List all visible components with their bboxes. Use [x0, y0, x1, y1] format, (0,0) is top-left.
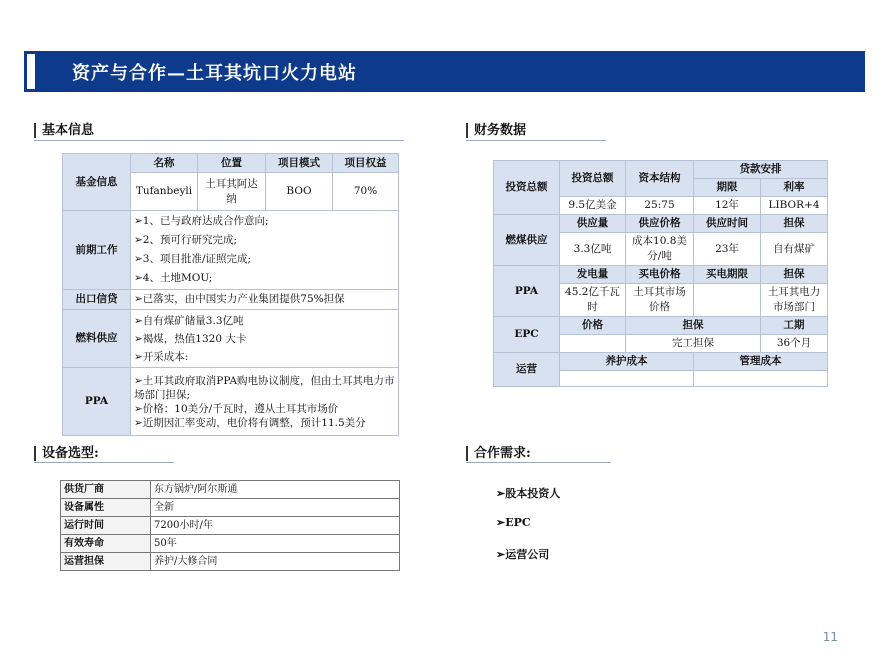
project-name: Tufanbeyli [131, 173, 198, 211]
header-name: 名称 [131, 154, 198, 173]
basic-info-table [62, 153, 399, 436]
ppa-label: PPA [63, 368, 131, 436]
term-value: 12年 [694, 197, 761, 215]
header-supply: 供应量 [560, 215, 626, 233]
time-value: 23年 [694, 233, 761, 266]
section-cooperation: 合作需求: [466, 446, 531, 461]
equipment-key: 运行时间 [61, 517, 151, 535]
ppa-finance-label: PPA [494, 266, 560, 317]
divider [466, 462, 611, 463]
list-item: ➢土耳其政府取消PPA购电协议制度，但由土耳其电力市场部门担保; [134, 374, 395, 401]
rate-value: LIBOR+4 [761, 197, 828, 215]
buy-term-value [694, 284, 761, 317]
header-location: 位置 [198, 154, 266, 173]
header-buy-term: 买电期限 [694, 266, 761, 284]
header-structure: 资本结构 [626, 161, 694, 197]
equipment-key: 运营担保 [61, 553, 151, 571]
export-credit-label: 出口信贷 [63, 290, 131, 310]
equipment-value: 养护/大修合同 [151, 553, 400, 571]
table-row [61, 553, 400, 571]
operation-label: 运营 [494, 353, 560, 387]
header-buy-price: 买电价格 [626, 266, 694, 284]
buy-price-value: 土耳其市场价格 [626, 284, 694, 317]
divider [34, 140, 404, 141]
list-item: ➢褐煤，热值1320 大卡 [134, 332, 247, 345]
header-equity: 项目权益 [333, 154, 399, 173]
project-mode: BOO [266, 173, 333, 211]
list-item: ➢1、已与政府达成合作意向; [134, 215, 269, 227]
generation-value: 45.2亿千瓦时 [560, 284, 626, 317]
period-value: 36个月 [761, 335, 828, 353]
equipment-value: 50年 [151, 535, 400, 553]
epc-label: EPC [494, 317, 560, 353]
header-epc-price: 价格 [560, 317, 626, 335]
supply-value: 3.3亿吨 [560, 233, 626, 266]
divider [34, 462, 174, 463]
section-basic: 基本信息 [34, 123, 94, 138]
epc-guarantee-value: 完工担保 [626, 335, 761, 353]
equipment-value: 东方锅炉/阿尔斯通 [151, 481, 400, 499]
page-title: 资产与合作—土耳其坑口火力电站 [72, 63, 357, 84]
equipment-value: 全新 [151, 499, 400, 517]
title-accent [27, 54, 35, 89]
header-ppa-guarantee: 担保 [761, 266, 828, 284]
list-item: ➢自有煤矿储量3.3亿吨 [134, 314, 244, 327]
header-maintenance: 养护成本 [560, 353, 694, 371]
pre-work-label: 前期工作 [63, 211, 131, 290]
finance-table [493, 160, 828, 387]
export-credit-value: ➢已落实，由中国实力产业集团提供75%担保 [131, 290, 399, 310]
maintenance-value [560, 371, 694, 387]
list-item: ➢价格：10美分/千瓦时，遵从土耳其市场价 [134, 402, 339, 415]
structure-value: 25:75 [626, 197, 694, 215]
header-price: 供应价格 [626, 215, 694, 233]
table-row [61, 535, 400, 553]
equipment-table [60, 480, 400, 571]
equipment-key: 供货厂商 [61, 481, 151, 499]
need-epc: ➢EPC [496, 516, 531, 529]
header-mode: 项目模式 [266, 154, 333, 173]
equipment-key: 设备属性 [61, 499, 151, 517]
header-generation: 发电量 [560, 266, 626, 284]
need-operator: ➢运营公司 [496, 548, 550, 561]
table-row [61, 499, 400, 517]
guarantee-value: 自有煤矿 [761, 233, 828, 266]
header-management: 管理成本 [694, 353, 828, 371]
total-value: 9.5亿美金 [560, 197, 626, 215]
header-epc-guarantee: 担保 [626, 317, 761, 335]
list-item: ➢2、预可行研究完成; [134, 234, 238, 246]
header-time: 供应时间 [694, 215, 761, 233]
header-term: 期限 [694, 179, 761, 197]
header-total: 投资总额 [560, 161, 626, 197]
table-row [61, 481, 400, 499]
equipment-value: 7200小时/年 [151, 517, 400, 535]
project-location: 土耳其阿达纳 [198, 173, 266, 211]
list-item: ➢开采成本: [134, 350, 189, 363]
project-equity: 70% [333, 173, 399, 211]
list-item: ➢近期因汇率变动，电价将有调整，预计11.5美分 [134, 416, 366, 429]
need-equity-investor: ➢股本投资人 [496, 487, 561, 500]
equipment-key: 有效寿命 [61, 535, 151, 553]
price-value: 成本10.8美分/吨 [626, 233, 694, 266]
list-item: ➢4、土地MOU; [134, 272, 213, 284]
section-finance: 财务数据 [466, 123, 526, 138]
epc-price-value [560, 335, 626, 353]
header-rate: 利率 [761, 179, 828, 197]
fuel-label: 燃料供应 [63, 310, 131, 368]
section-equipment: 设备选型: [34, 446, 99, 461]
header-period: 工期 [761, 317, 828, 335]
divider [466, 140, 606, 141]
list-item: ➢3、项目批准/证照完成; [134, 253, 252, 265]
page-number: 11 [822, 630, 838, 644]
coal-label: 燃煤供应 [494, 215, 560, 266]
ppa-guarantee-value: 土耳其电力市场部门 [761, 284, 828, 317]
table-row [61, 517, 400, 535]
header-loan: 贷款安排 [694, 161, 828, 179]
header-guarantee: 担保 [761, 215, 828, 233]
management-value [694, 371, 828, 387]
investment-label: 投资总额 [494, 161, 560, 215]
fund-label: 基金信息 [63, 154, 131, 211]
